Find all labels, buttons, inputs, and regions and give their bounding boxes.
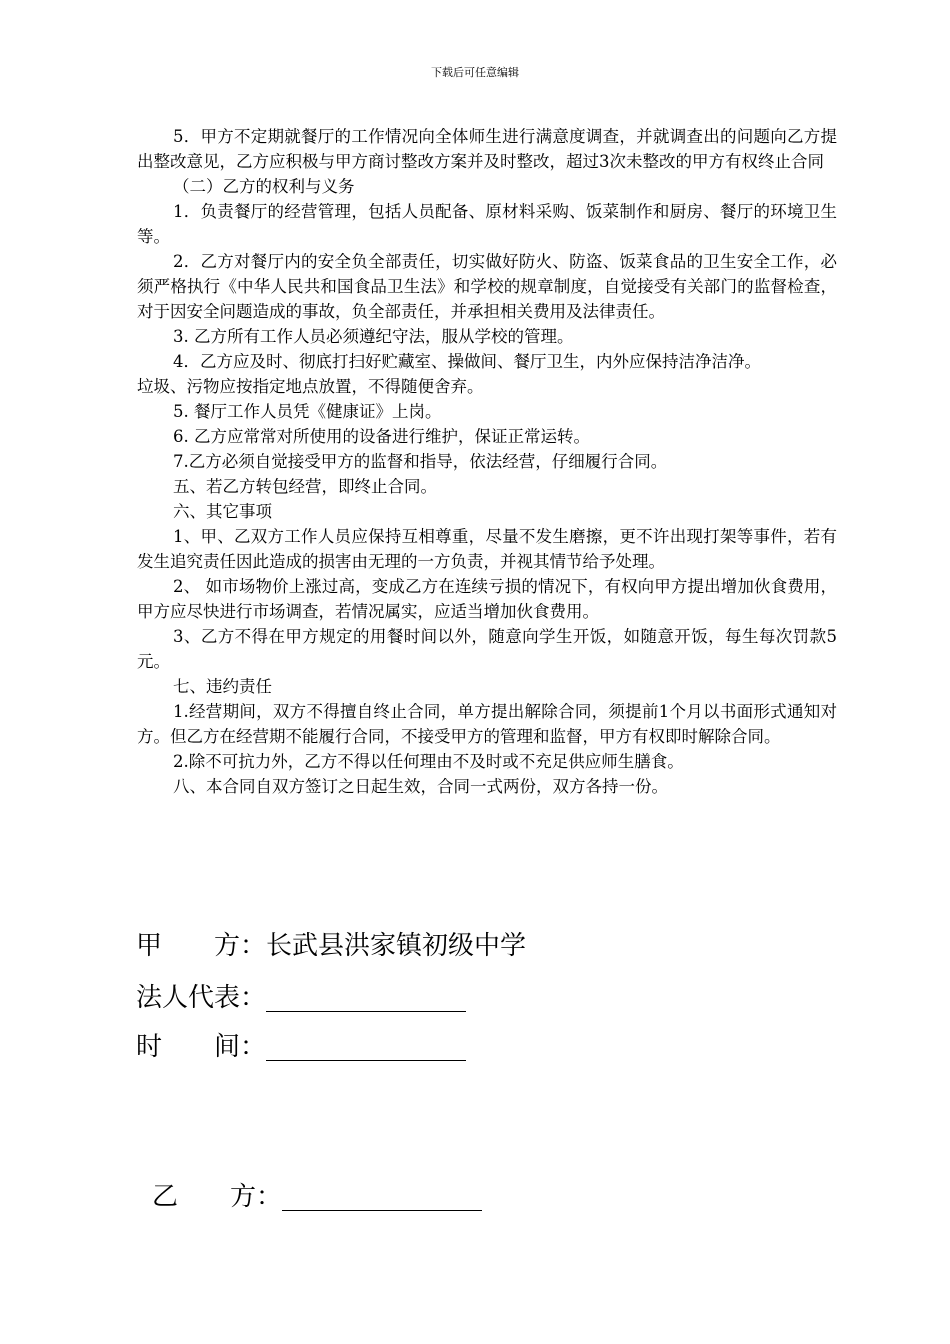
paragraph-b-1: 1．负责餐厅的经营管理，包括人员配备、原材料采购、饭菜制作和厨房、餐厅的环境卫生等。: [137, 202, 837, 246]
paragraph-b-6: 6. 乙方应常常对所使用的设备进行维护，保证正常运转。: [173, 427, 590, 446]
party-b-label: 乙 方：: [152, 1182, 283, 1212]
paragraph-6-3: 3、乙方不得在甲方规定的用餐时间以外，随意向学生开饭，如随意开饭，每生每次罚款5元。: [137, 627, 837, 671]
paragraph-7-1: 1.经营期间，双方不得擅自终止合同，单方提出解除合同，须提前1个月以书面形式通知对方。但乙方在经营期不能履行合同，不接受甲方的管理和监督，甲方有权即时解除合同。: [137, 702, 837, 746]
section-heading-8: 八、本合同自双方签订之日起生效，合同一式两份，双方各持一份。: [173, 777, 668, 796]
section-heading-6: 六、其它事项: [173, 502, 272, 521]
contract-body: [137, 124, 837, 799]
paragraph-b-5: 5. 餐厅工作人员凭《健康证》上岗。: [173, 402, 442, 421]
legal-rep-blank: [266, 983, 466, 1012]
paragraph-clause-5: 5．甲方不定期就餐厅的工作情况向全体师生进行满意度调查，并就调查出的问题向乙方提出整改意见，乙方应积极与甲方商讨整改方案并及时整改，超过3次未整改的甲方有权终止合同: [137, 127, 837, 171]
paragraph-b-7: 7.乙方必须自觉接受甲方的监督和指导，依法经营，仔细履行合同。: [173, 452, 668, 471]
section-heading-5: 五、若乙方转包经营，即终止合同。: [173, 477, 437, 496]
paragraph-b-3: 3. 乙方所有工作人员必须遵纪守法，服从学校的管理。: [173, 327, 574, 346]
paragraph-b-2: 2．乙方对餐厅内的安全负全部责任，切实做好防火、防盗、饭菜食品的卫生安全工作，必须严格执行《中华人民共和国食品卫生法》和学校的规章制度，自觉接受有关部门的监督检查，对于因安全问题造成的事故，负全部责任，并承担相关费用及法律责任。: [137, 252, 837, 321]
signature-legal-rep: [136, 978, 466, 1018]
signature-party-b: [152, 1177, 482, 1217]
section-heading-7: 七、违约责任: [173, 677, 272, 696]
section-heading-party-b-rights: （二）乙方的权利与义务: [173, 177, 355, 196]
paragraph-7-2: 2.除不可抗力外，乙方不得以任何理由不及时或不充足供应师生膳食。: [173, 752, 684, 771]
paragraph-b-4-cont: 垃圾、污物应按指定地点放置，不得随便舍弃。: [137, 377, 484, 396]
signature-time: [136, 1027, 466, 1067]
paragraph-6-2: 2、 如市场物价上涨过高，变成乙方在连续亏损的情况下，有权向甲方提出增加伙食费用，甲方应尽快进行市场调查，若情况属实，应适当增加伙食费用。: [137, 577, 837, 621]
paragraph-6-1: 1、甲、乙双方工作人员应保持互相尊重，尽量不发生磨擦，更不许出现打架等事件，若有发生追究责任因此造成的损害由无理的一方负责，并视其情节给予处理。: [137, 527, 837, 571]
party-b-blank: [282, 1182, 482, 1211]
paragraph-b-4: 4．乙方应及时、彻底打扫好贮藏室、操做间、餐厅卫生，内外应保持洁净洁净。: [173, 352, 761, 371]
time-label: 时 间：: [136, 1032, 267, 1062]
signature-party-a: [136, 926, 526, 966]
time-blank: [266, 1032, 466, 1061]
party-a-value: 长武县洪家镇初级中学: [266, 931, 527, 961]
page-header: 下载后可任意编辑: [431, 66, 519, 79]
legal-rep-label: 法人代表：: [136, 983, 267, 1013]
party-a-label: 甲 方：: [136, 931, 267, 961]
